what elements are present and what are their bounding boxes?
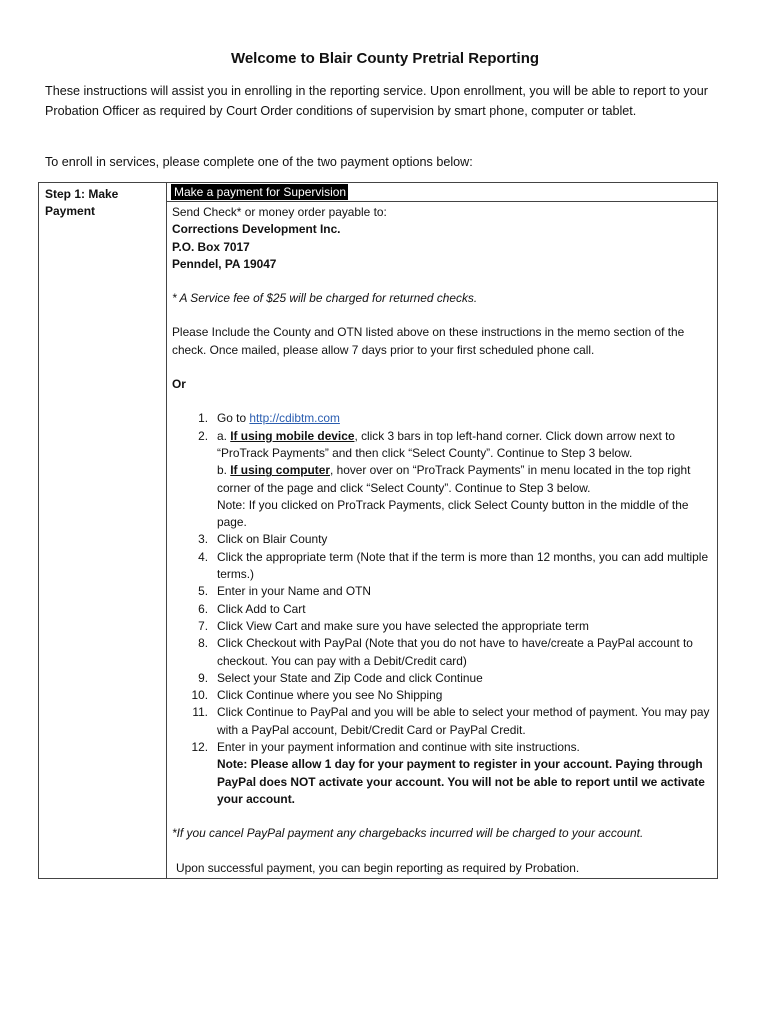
list-item: 5. Enter in your Name and OTN	[198, 584, 371, 599]
row-divider	[166, 201, 717, 202]
or-separator: Or	[172, 377, 186, 392]
list-item: 6. Click Add to Cart	[198, 601, 306, 616]
step-label: Step 1: Make Payment	[45, 187, 119, 218]
activation-note: Note: Please allow 1 day for your payment to register in your account. Paying through PayPal does NOT activate your account. You will not be able to report until we activate your account.	[217, 757, 705, 806]
address-line-city: Penndel, PA 19047	[172, 256, 277, 271]
column-divider	[166, 183, 167, 878]
chargeback-note: *If you cancel PayPal payment any chargebacks incurred will be charged to your account.	[172, 826, 644, 841]
list-item: 11. Click Continue to PayPal and you will be able to select your method of payment. You may pay with a PayPal account, Debit/Credit Card or PayPal Credit.	[192, 705, 710, 737]
address-line-company: Corrections Development Inc.	[172, 222, 341, 237]
payment-instructions	[172, 204, 712, 877]
list-item: 10. Click Continue where you see No Shipping	[191, 688, 443, 703]
section-header: Make a payment for Supervision	[171, 184, 348, 200]
send-check-text: Send Check* or money order payable to:	[172, 205, 387, 219]
computer-label: If using computer	[230, 463, 330, 478]
list-item: 7. Click View Cart and make sure you have selected the appropriate term	[198, 618, 589, 633]
success-note: Upon successful payment, you can begin reporting as required by Probation.	[176, 860, 580, 875]
enroll-instructions: To enroll in services, please complete one of the two payment options below:	[45, 155, 473, 169]
mobile-device-label: If using mobile device	[230, 428, 355, 443]
header-cell	[171, 184, 348, 200]
page-title: Welcome to Blair County Pretrial Reporting	[230, 50, 540, 67]
online-steps-list	[172, 410, 712, 808]
list-item: 12. Enter in your payment information and continue with site instructions. Note: Please allow 1 day for your payment to register in your account. Paying through PayPal does NOT activate your account. You will not be able to report until we activate your account.	[191, 740, 705, 806]
list-item: 3. Click on Blair County	[198, 532, 328, 547]
list-item: 1. Go to http://cdibtm.com	[198, 411, 340, 426]
include-county-note: Please Include the County and OTN listed above on these instructions in the memo section of the check. Once mailed, please allow 7 days prior to your first scheduled phone call.	[172, 325, 685, 357]
list-item: 4. Click the appropriate term (Note that if the term is more than 12 months, you can add multiple terms.)	[198, 549, 709, 582]
list-item: 9. Select your State and Zip Code and click Continue	[198, 670, 483, 685]
address-line-pobox: P.O. Box 7017	[172, 239, 250, 254]
cdibtm-link[interactable]: http://cdibtm.com	[249, 411, 340, 426]
list-item: 8. Click Checkout with PayPal (Note that you do not have to have/create a PayPal account to checkout. You can pay with a Debit/Credit card)	[198, 636, 693, 668]
payment-table	[38, 182, 718, 879]
intro-paragraph: These instructions will assist you in enrolling in the reporting service. Upon enrollment, you will be able to report to your Probation Officer as required by Court Order conditions of supervision by smart phone, computer or tablet.	[45, 84, 708, 118]
service-fee-note: * A Service fee of $25 will be charged for returned checks.	[172, 291, 478, 306]
list-item: 2. a. If using mobile device, click 3 bars in top left-hand corner. Click down arrow next to “ProTrack Payments” and then click “Select County”. Continue to Step 3 below. b. If using computer, hover over on “ProTrack Payments” in menu located in the top right corner of the page and click “Select County”. Continue to Step 3 below. Note: If you clicked on ProTrack Payments, click Select County button in the middle of the page.	[198, 428, 691, 530]
step2-note: Note: If you clicked on ProTrack Payments, click Select County button in the middle of the page.	[217, 497, 689, 530]
